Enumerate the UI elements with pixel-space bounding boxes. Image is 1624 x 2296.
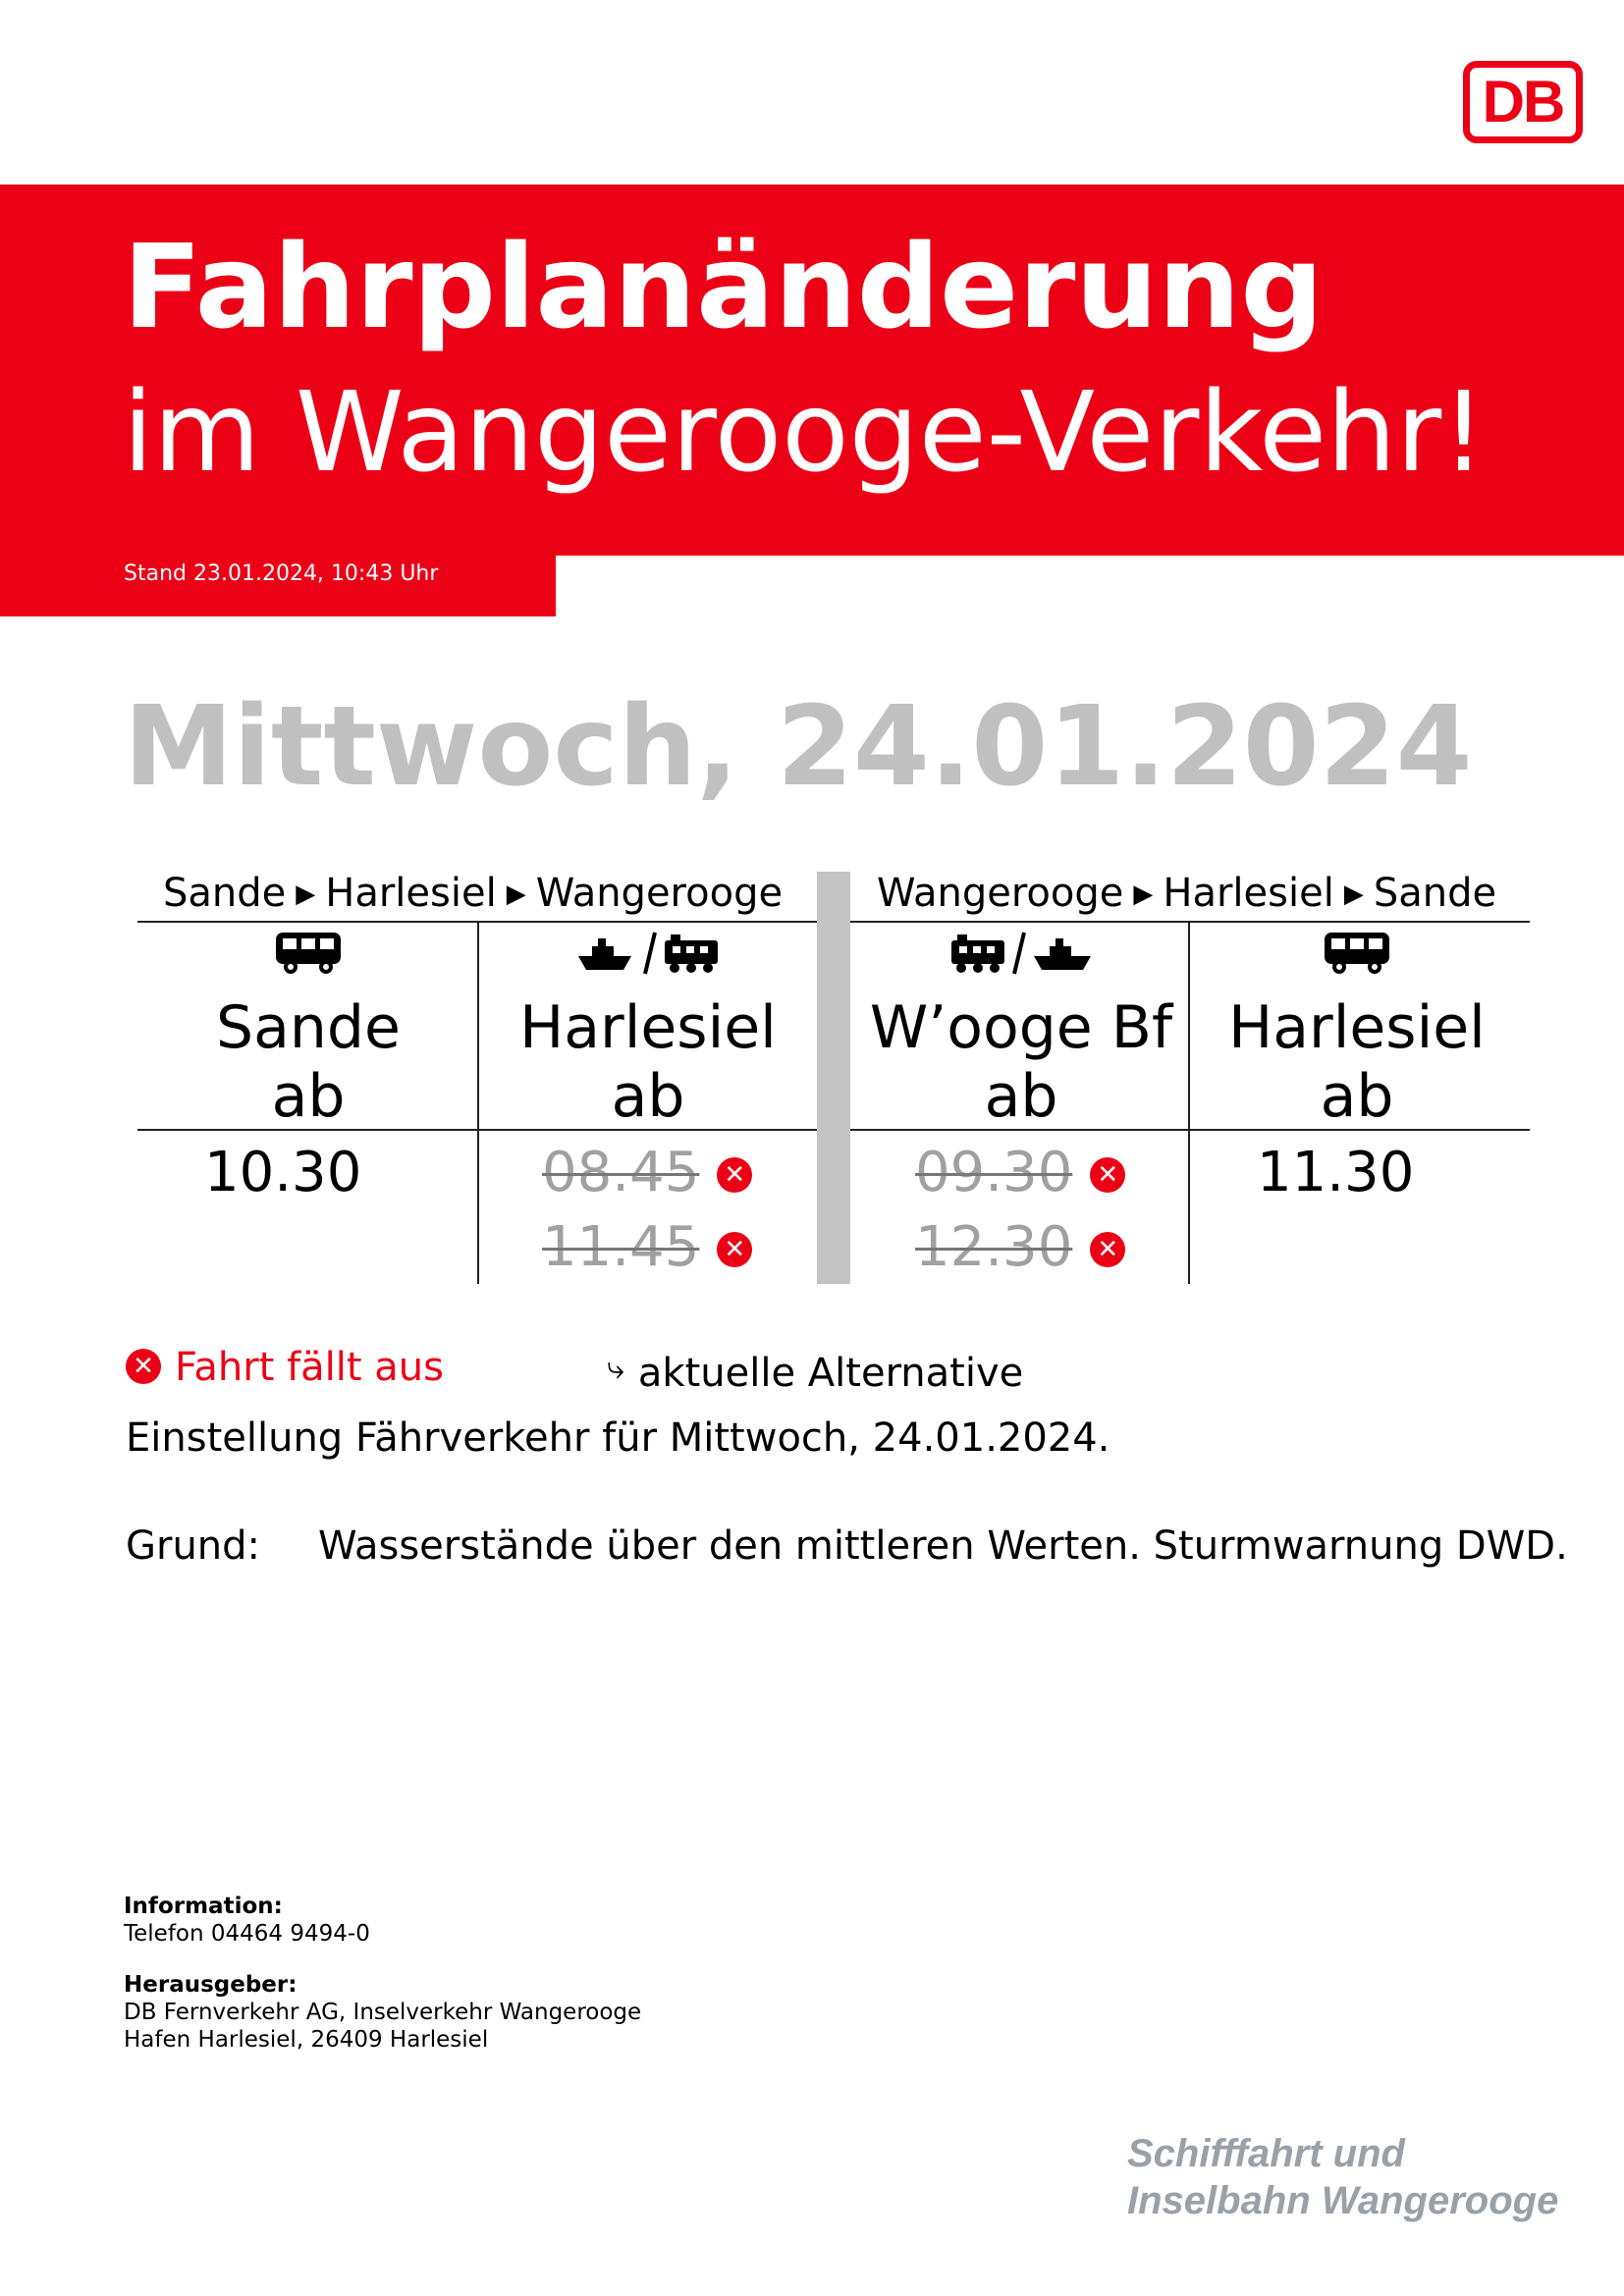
legend-alternative [607, 1343, 1023, 1398]
alternative-arrow-icon: ⤷ [607, 1349, 624, 1386]
cancelled-time: 11.45 [542, 1215, 700, 1279]
column-station: W’ooge Bf [869, 993, 1173, 1062]
info-label: Information: [124, 1894, 283, 1919]
column-station: Harlesiel [519, 993, 777, 1062]
bus-icon [1190, 931, 1524, 986]
legend-cancelled [126, 1343, 444, 1392]
direction-outbound [163, 870, 783, 918]
publisher-line2: Hafen Harlesiel, 26409 Harlesiel [124, 2027, 489, 2053]
cancel-x-icon: ✕ [1090, 1232, 1125, 1267]
column-action: ab [1320, 1062, 1394, 1131]
column-action: ab [271, 1062, 346, 1131]
reason-text: Wasserstände über den mittleren Werten. Sturmwarnung DWD. [318, 1523, 1568, 1569]
legend-cancelled-text: Fahrt fällt aus [175, 1345, 444, 1390]
footer-logo-line1: Schifffahrt und [1127, 2132, 1405, 2175]
page-title: Fahrplanänderung [123, 219, 1324, 354]
direction-inbound-to: Sande [1373, 871, 1497, 916]
play-arrow-icon: ▶ [1343, 880, 1364, 909]
departure-time-cancelled [915, 1139, 1125, 1207]
direction-outbound-to: Wangerooge [535, 871, 784, 916]
publisher-line1: DB Fernverkehr AG, Inselverkehr Wangerooge [124, 2000, 642, 2025]
departure-time-cancelled [542, 1139, 752, 1207]
column-divider [477, 923, 479, 1284]
cancel-x-icon: ✕ [717, 1232, 752, 1267]
ship-train-icon [481, 931, 815, 986]
footer-logo [1127, 2130, 1558, 2224]
status-timestamp: Stand 23.01.2024, 10:43 Uhr [124, 561, 439, 586]
column-action: ab [984, 1062, 1058, 1131]
db-logo [1463, 61, 1583, 143]
column-action: ab [611, 1062, 685, 1131]
direction-inbound-from: Wangerooge [877, 871, 1124, 916]
bus-icon [141, 931, 475, 986]
column-station: Harlesiel [1228, 993, 1486, 1062]
info-phone: Telefon 04464 9494-0 [124, 1921, 370, 1947]
play-arrow-icon: ▶ [296, 880, 316, 909]
date-heading: Mittwoch, 24.01.2024 [124, 683, 1473, 811]
cancel-x-icon: ✕ [126, 1349, 161, 1384]
direction-outbound-via: Harlesiel [325, 871, 497, 916]
departure-time: 10.30 [204, 1141, 362, 1204]
notice-text: Einstellung Fährverkehr für Mittwoch, 24.01.2024. [126, 1415, 1110, 1461]
column-header-sande [141, 993, 475, 1131]
play-arrow-icon: ▶ [506, 880, 526, 909]
reason-label: Grund: [126, 1523, 261, 1569]
cancelled-time: 08.45 [542, 1141, 700, 1204]
play-arrow-icon: ▶ [1133, 880, 1154, 909]
legend-alternative-text: aktuelle Alternative [637, 1351, 1024, 1396]
column-header-harlesiel-bus [1190, 993, 1524, 1131]
train-ship-icon [854, 931, 1188, 986]
footer-logo-line2: Inselbahn Wangerooge [1127, 2179, 1559, 2222]
publisher-label: Herausgeber: [124, 1972, 298, 1998]
column-header-harlesiel [481, 993, 815, 1131]
db-logo-text: DB [1482, 69, 1564, 134]
direction-outbound-from: Sande [163, 871, 287, 916]
departure-time-cancelled [915, 1213, 1125, 1282]
cancel-x-icon: ✕ [1090, 1157, 1125, 1193]
cancelled-time: 12.30 [915, 1215, 1073, 1279]
cancelled-time: 09.30 [915, 1141, 1073, 1204]
departure-time-cancelled [542, 1213, 752, 1282]
column-header-wooge [854, 993, 1188, 1131]
direction-inbound-via: Harlesiel [1163, 871, 1334, 916]
page-subtitle: im Wangerooge-Verkehr! [123, 369, 1487, 497]
cancel-x-icon: ✕ [717, 1157, 752, 1193]
departure-time: 11.30 [1257, 1141, 1415, 1204]
direction-separator [817, 872, 850, 1284]
column-station: Sande [216, 993, 401, 1062]
direction-inbound [877, 870, 1496, 918]
